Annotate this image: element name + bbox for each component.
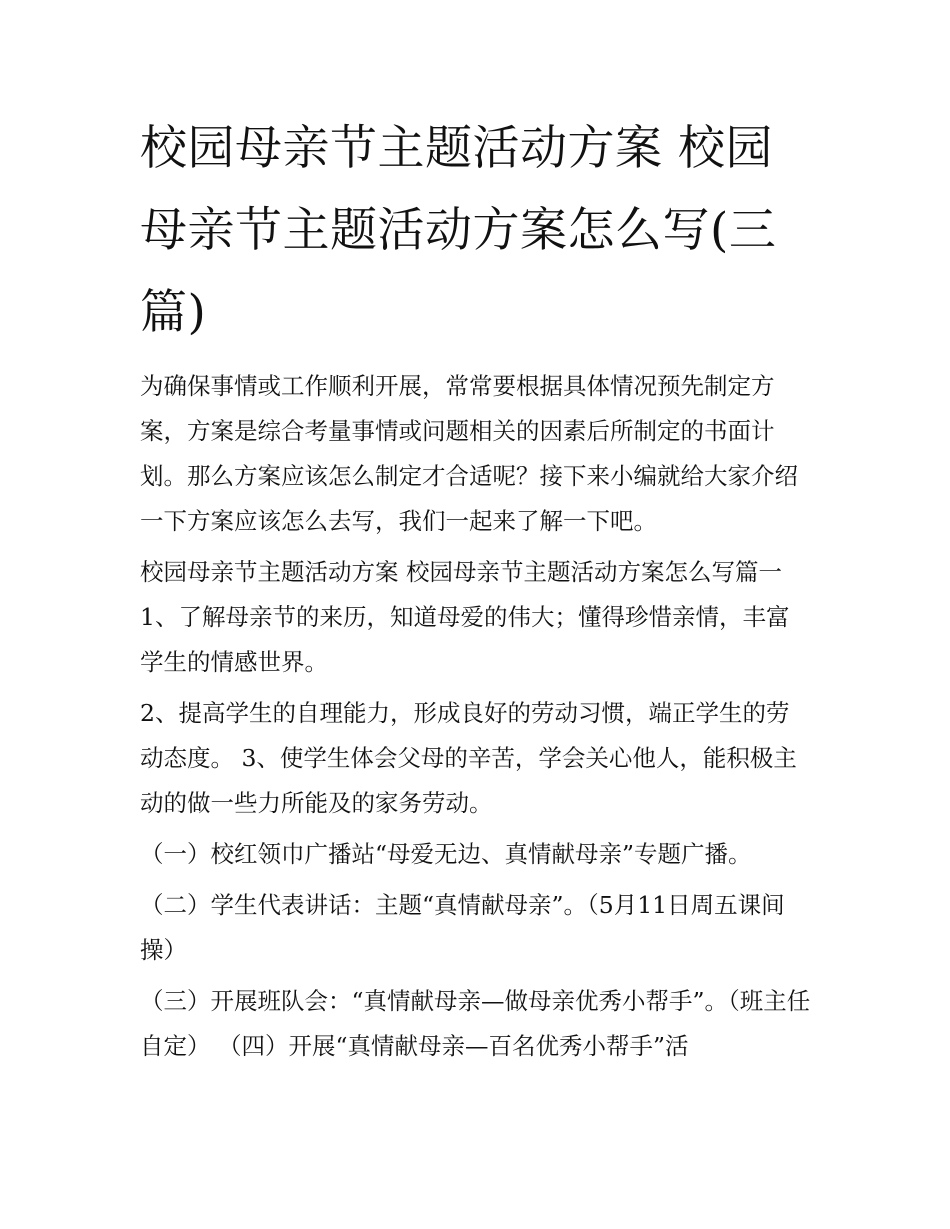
document-body — [140, 364, 812, 1069]
goals-paragraph: 2、提高学生的自理能力，形成良好的劳动习惯，端正学生的劳动态度。 3、使学生体会父母的辛苦，学会关心他人，能积极主动的做一些力所能及的家务劳动。 — [140, 699, 797, 817]
document-page — [140, 108, 812, 1069]
document-title: 校园母亲节主题活动方案 校园母亲节主题活动方案怎么写(三篇) — [140, 121, 777, 340]
section-one-paragraph: 校园母亲节主题活动方案 校园母亲节主题活动方案怎么写篇一 1、了解母亲节的来历，知道母爱的伟大；懂得珍惜亲情，丰富学生的情感世界。 — [140, 558, 790, 676]
activity-one-paragraph: （一）校红领巾广播站“母爱无边、真情献母亲”专题广播。 — [140, 840, 752, 868]
activity-two-paragraph: （二）学生代表讲话：主题“真情献母亲”。（5月11日周五课间操） — [140, 891, 785, 964]
activity-three-paragraph: （三）开展班队会：“真情献母亲—做母亲优秀小帮手”。（班主任自定） （四）开展“真情献母亲—百名优秀小帮手”活 — [140, 987, 811, 1060]
intro-paragraph: 为确保事情或工作顺利开展，常常要根据具体情况预先制定方案，方案是综合考量事情或问题相关的因素后所制定的书面计划。那么方案应该怎么制定才合适呢？接下来小编就给大家介绍一下方案应该怎么去写，我们一起来了解一下吧。 — [140, 372, 798, 535]
